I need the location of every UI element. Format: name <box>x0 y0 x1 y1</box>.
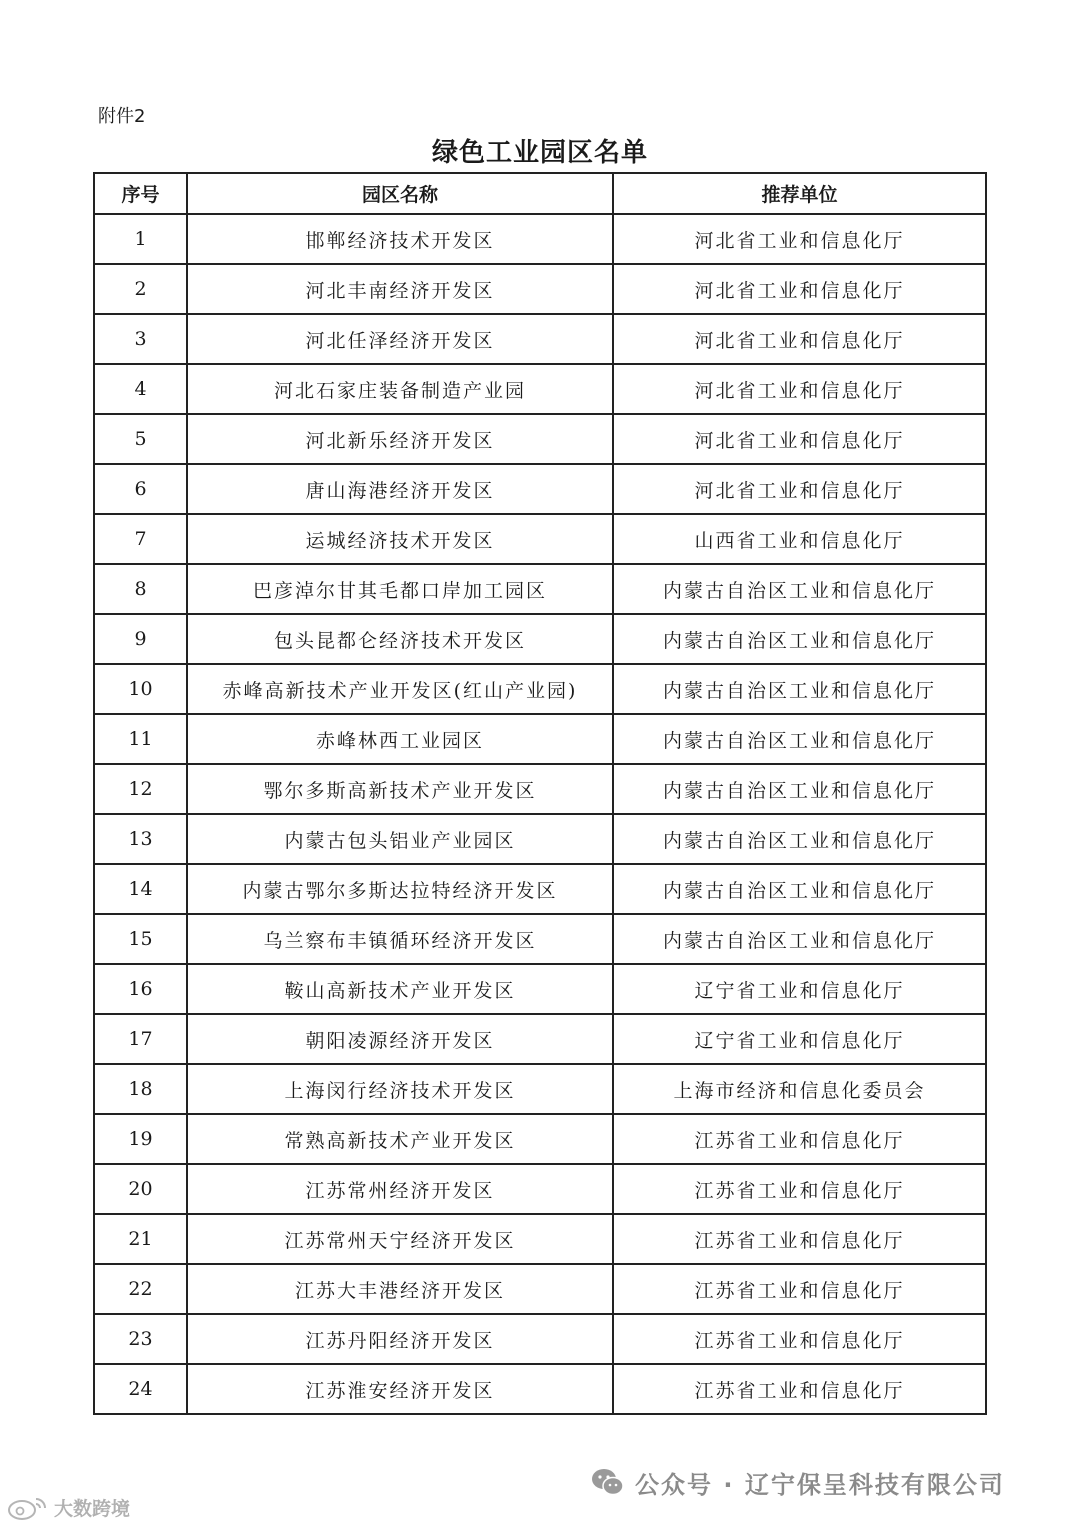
cell-park-name: 唐山海港经济开发区 <box>187 464 613 514</box>
cell-park-name: 运城经济技术开发区 <box>187 514 613 564</box>
cell-park-name: 江苏常州天宁经济开发区 <box>187 1214 613 1264</box>
table-row <box>94 714 986 764</box>
cell-park-name: 内蒙古包头铝业产业园区 <box>187 814 613 864</box>
table-row <box>94 964 986 1014</box>
cell-park-name: 常熟高新技术产业开发区 <box>187 1114 613 1164</box>
table-row <box>94 914 986 964</box>
cell-recommender: 河北省工业和信息化厅 <box>613 314 986 364</box>
cell-recommender: 江苏省工业和信息化厅 <box>613 1314 986 1364</box>
cell-park-name: 邯郸经济技术开发区 <box>187 214 613 264</box>
table-row <box>94 764 986 814</box>
cell-serial: 20 <box>94 1164 187 1214</box>
cell-park-name: 赤峰林西工业园区 <box>187 714 613 764</box>
table-row <box>94 464 986 514</box>
cell-serial: 16 <box>94 964 187 1014</box>
cell-serial: 24 <box>94 1364 187 1414</box>
table-row <box>94 1264 986 1314</box>
cell-serial: 13 <box>94 814 187 864</box>
cell-serial: 9 <box>94 614 187 664</box>
table-row <box>94 514 986 564</box>
cell-recommender: 上海市经济和信息化委员会 <box>613 1064 986 1114</box>
cell-recommender: 内蒙古自治区工业和信息化厅 <box>613 864 986 914</box>
cell-recommender: 江苏省工业和信息化厅 <box>613 1164 986 1214</box>
cell-recommender: 江苏省工业和信息化厅 <box>613 1364 986 1414</box>
cell-park-name: 河北丰南经济开发区 <box>187 264 613 314</box>
cell-park-name: 江苏淮安经济开发区 <box>187 1364 613 1414</box>
table-row <box>94 414 986 464</box>
cell-serial: 12 <box>94 764 187 814</box>
cell-park-name: 赤峰高新技术产业开发区(红山产业园) <box>187 664 613 714</box>
header-recommender: 推荐单位 <box>613 173 986 214</box>
cell-park-name: 江苏常州经济开发区 <box>187 1164 613 1214</box>
cell-recommender: 河北省工业和信息化厅 <box>613 364 986 414</box>
cell-park-name: 江苏丹阳经济开发区 <box>187 1314 613 1364</box>
cell-serial: 11 <box>94 714 187 764</box>
cell-serial: 8 <box>94 564 187 614</box>
cell-park-name: 鞍山高新技术产业开发区 <box>187 964 613 1014</box>
cell-recommender: 内蒙古自治区工业和信息化厅 <box>613 814 986 864</box>
table-row <box>94 1014 986 1064</box>
cell-serial: 2 <box>94 264 187 314</box>
table-row <box>94 814 986 864</box>
cell-serial: 23 <box>94 1314 187 1364</box>
cell-recommender: 内蒙古自治区工业和信息化厅 <box>613 614 986 664</box>
table-row <box>94 664 986 714</box>
cell-park-name: 河北石家庄装备制造产业园 <box>187 364 613 414</box>
watermark <box>591 1462 1005 1502</box>
cell-serial: 14 <box>94 864 187 914</box>
cell-recommender: 河北省工业和信息化厅 <box>613 214 986 264</box>
cell-recommender: 内蒙古自治区工业和信息化厅 <box>613 764 986 814</box>
cell-serial: 6 <box>94 464 187 514</box>
cell-recommender: 河北省工业和信息化厅 <box>613 464 986 514</box>
cell-recommender: 内蒙古自治区工业和信息化厅 <box>613 714 986 764</box>
corner-mark <box>6 1494 130 1521</box>
cell-park-name: 河北任泽经济开发区 <box>187 314 613 364</box>
cell-serial: 21 <box>94 1214 187 1264</box>
cell-recommender: 辽宁省工业和信息化厅 <box>613 1014 986 1064</box>
cell-serial: 18 <box>94 1064 187 1114</box>
cell-serial: 15 <box>94 914 187 964</box>
table-row <box>94 264 986 314</box>
wechat-icon <box>591 1467 625 1497</box>
header-park-name: 园区名称 <box>187 173 613 214</box>
cell-recommender: 河北省工业和信息化厅 <box>613 414 986 464</box>
cell-recommender: 内蒙古自治区工业和信息化厅 <box>613 664 986 714</box>
cell-serial: 5 <box>94 414 187 464</box>
cell-serial: 22 <box>94 1264 187 1314</box>
cell-serial: 4 <box>94 364 187 414</box>
table-row <box>94 614 986 664</box>
cell-serial: 3 <box>94 314 187 364</box>
table-row <box>94 1214 986 1264</box>
cell-serial: 19 <box>94 1114 187 1164</box>
table-row <box>94 564 986 614</box>
page-title: 绿色工业园区名单 <box>431 138 648 168</box>
cell-park-name: 包头昆都仑经济技术开发区 <box>187 614 613 664</box>
table-body <box>94 214 986 1414</box>
cell-serial: 1 <box>94 214 187 264</box>
cell-serial: 17 <box>94 1014 187 1064</box>
cell-recommender: 辽宁省工业和信息化厅 <box>613 964 986 1014</box>
cell-park-name: 鄂尔多斯高新技术产业开发区 <box>187 764 613 814</box>
table-row <box>94 1064 986 1114</box>
attachment-label: 附件2 <box>98 106 146 127</box>
table-row <box>94 1114 986 1164</box>
table-row <box>94 314 986 364</box>
cell-park-name: 河北新乐经济开发区 <box>187 414 613 464</box>
corner-mark-text: 大数跨境 <box>54 1498 131 1520</box>
cell-recommender: 江苏省工业和信息化厅 <box>613 1264 986 1314</box>
table-header-row <box>94 173 986 214</box>
cell-recommender: 内蒙古自治区工业和信息化厅 <box>613 564 986 614</box>
cell-park-name: 巴彦淖尔甘其毛都口岸加工园区 <box>187 564 613 614</box>
cell-recommender: 内蒙古自治区工业和信息化厅 <box>613 914 986 964</box>
weibo-icon <box>6 1495 50 1521</box>
cell-park-name: 内蒙古鄂尔多斯达拉特经济开发区 <box>187 864 613 914</box>
header-serial: 序号 <box>94 173 187 214</box>
table-row <box>94 864 986 914</box>
cell-park-name: 朝阳凌源经济开发区 <box>187 1014 613 1064</box>
watermark-text: 公众号 · 辽宁保呈科技有限公司 <box>635 1470 1005 1499</box>
cell-serial: 7 <box>94 514 187 564</box>
park-list-table <box>93 172 987 1415</box>
table-row <box>94 1314 986 1364</box>
table-row <box>94 1164 986 1214</box>
table-row <box>94 1364 986 1414</box>
cell-serial: 10 <box>94 664 187 714</box>
cell-recommender: 江苏省工业和信息化厅 <box>613 1114 986 1164</box>
cell-recommender: 山西省工业和信息化厅 <box>613 514 986 564</box>
cell-recommender: 江苏省工业和信息化厅 <box>613 1214 986 1264</box>
cell-park-name: 江苏大丰港经济开发区 <box>187 1264 613 1314</box>
cell-recommender: 河北省工业和信息化厅 <box>613 264 986 314</box>
table-row <box>94 214 986 264</box>
table-row <box>94 364 986 414</box>
cell-park-name: 乌兰察布丰镇循环经济开发区 <box>187 914 613 964</box>
cell-park-name: 上海闵行经济技术开发区 <box>187 1064 613 1114</box>
